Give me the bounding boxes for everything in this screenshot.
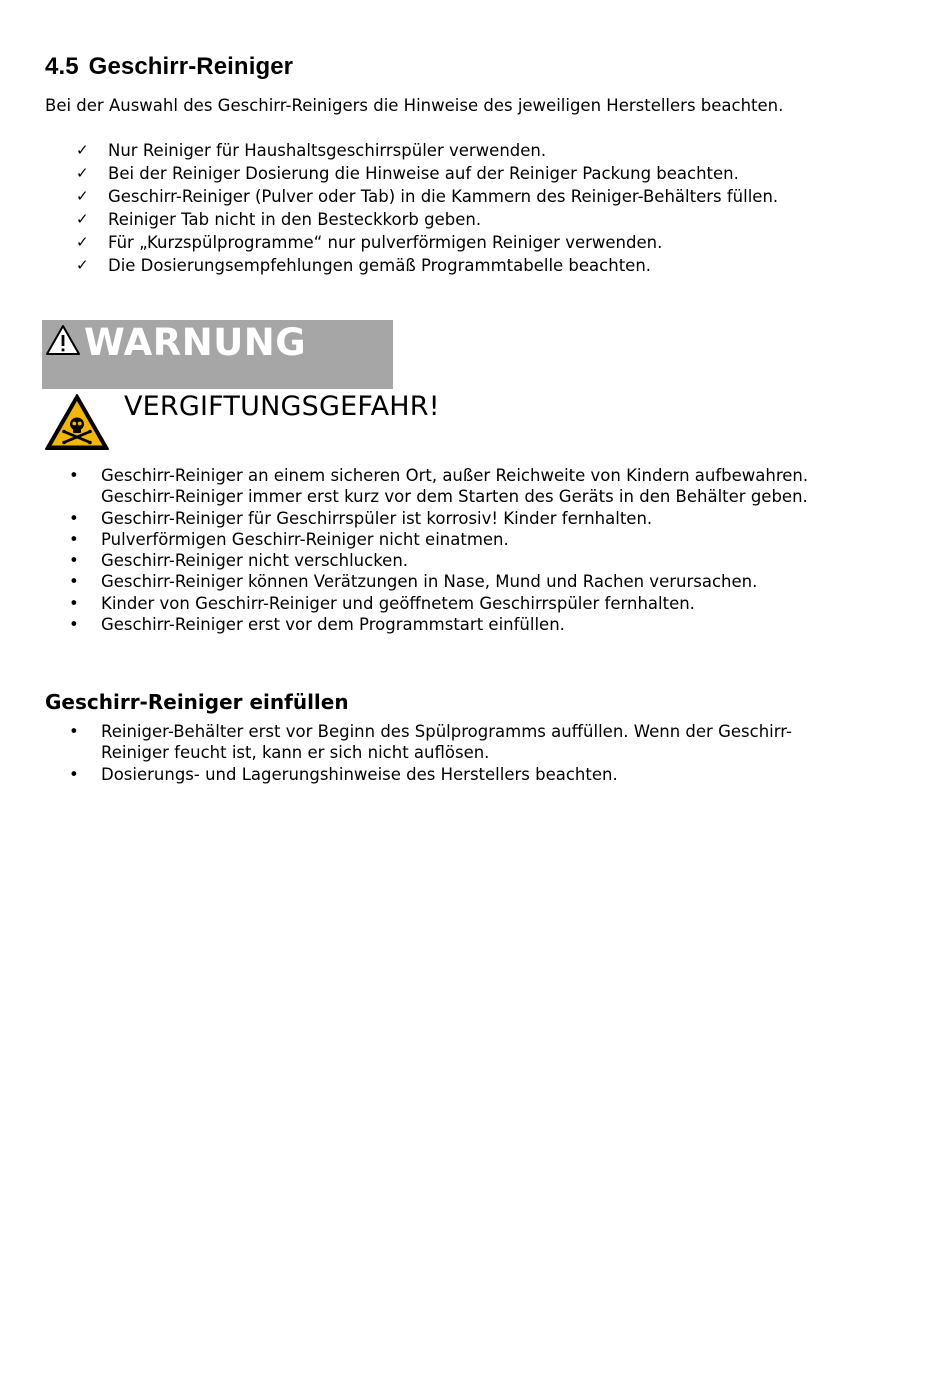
list-item — [0, 571, 821, 592]
list-item-text: Dosierungs- und Lagerungshinweise des Herstellers beachten. — [101, 764, 618, 784]
list-item — [0, 465, 821, 508]
bullet-icon: • — [69, 722, 79, 741]
section-number: 4.5 — [45, 53, 79, 80]
list-item — [0, 508, 821, 529]
check-item-text: Reiniger Tab nicht in den Besteckkorb geben. — [108, 210, 482, 229]
bullet-icon: • — [69, 764, 79, 784]
check-item-text: Bei der Reiniger Dosierung die Hinweise auf der Reiniger Packung beachten. — [108, 164, 739, 183]
bullet-icon: • — [69, 593, 79, 613]
bullet-icon: • — [69, 529, 79, 549]
safety-list — [0, 465, 821, 635]
list-item-text: Geschirr-Reiniger für Geschirrspüler ist korrosiv! Kinder fernhalten. — [101, 508, 653, 528]
danger-heading: VERGIFTUNGSGEFAHR! — [124, 391, 440, 422]
check-item-text: Nur Reiniger für Haushaltsgeschirrspüler verwenden. — [108, 141, 547, 160]
check-item-text: Geschirr-Reiniger (Pulver oder Tab) in die Kammern des Reiniger-Behälters füllen. — [108, 187, 779, 206]
check-icon: ✓ — [76, 187, 89, 205]
bullet-icon: • — [69, 551, 79, 571]
list-item — [0, 721, 821, 764]
section-title: Geschirr-Reiniger — [88, 53, 294, 80]
list-item-text: Reiniger-Behälter erst vor Beginn des Spülprogramms auffüllen. Wenn der Geschirr-Reiniger feucht ist, kann er sich nicht auflösen. — [101, 722, 792, 763]
list-item-text: Geschirr-Reiniger an einem sicheren Ort, außer Reichweite von Kindern aufbewahren. Geschirr-Reiniger immer erst kurz vor dem Starten des Geräts in den Behälter geben. — [101, 466, 809, 507]
list-item-text: Kinder von Geschirr-Reiniger und geöffnetem Geschirrspüler fernhalten. — [101, 593, 695, 613]
section-heading — [45, 53, 293, 81]
warning-label: WARNUNG — [84, 321, 307, 364]
bullet-icon: • — [69, 508, 79, 528]
list-item — [0, 614, 821, 635]
list-item-text: Geschirr-Reiniger erst vor dem Programmstart einfüllen. — [101, 615, 565, 635]
list-item — [0, 550, 821, 571]
intro-paragraph: Bei der Auswahl des Geschirr-Reinigers die Hinweise des jeweiligen Herstellers beachten. — [45, 96, 784, 115]
check-icon: ✓ — [76, 256, 89, 274]
list-item-text: Pulverförmigen Geschirr-Reiniger nicht einatmen. — [101, 529, 509, 549]
check-icon: ✓ — [76, 141, 89, 159]
list-item — [0, 593, 821, 614]
list-item-text: Geschirr-Reiniger können Verätzungen in Nase, Mund und Rachen verursachen. — [101, 572, 758, 592]
check-icon: ✓ — [76, 233, 89, 251]
toxic-skull-icon — [44, 393, 110, 451]
warning-triangle-icon — [45, 324, 81, 356]
check-item-text: Die Dosierungsempfehlungen gemäß Programmtabelle beachten. — [108, 256, 652, 275]
list-item-text: Geschirr-Reiniger nicht verschlucken. — [101, 551, 409, 571]
bullet-icon: • — [69, 615, 79, 635]
check-icon: ✓ — [76, 210, 89, 228]
check-item-text: Für „Kurzspülprogramme“ nur pulverförmigen Reiniger verwenden. — [108, 233, 663, 252]
bullet-icon: • — [69, 572, 79, 592]
list-item — [0, 529, 821, 550]
fill-list — [0, 721, 821, 785]
check-icon: ✓ — [76, 164, 89, 182]
list-item — [0, 764, 821, 785]
fill-section-title: Geschirr-Reiniger einfüllen — [45, 690, 349, 714]
bullet-icon: • — [69, 466, 79, 485]
